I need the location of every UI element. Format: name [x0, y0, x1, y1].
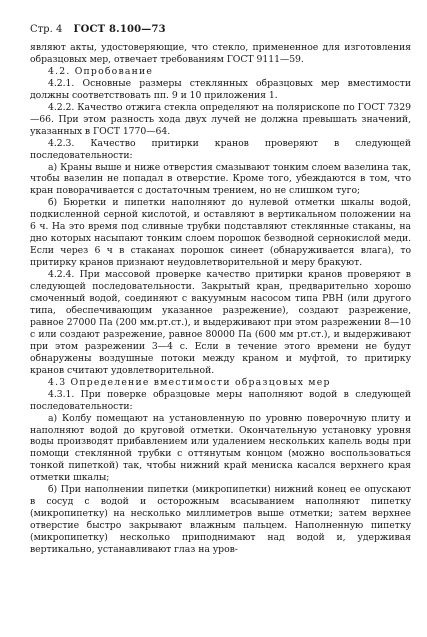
list-item: б) При наполнении пипетки (микропипетки) нижний конец ее опускают в сосуд с водой и осторожным всасыванием наполняют пипетку (микропипетку) на несколько миллиметров выше отметки; затем верхнее отверстие быстро закрывают влажным пальцем. Наполненную пипетку (микропипетку) несколько приподнимают над водой и, удерживая вертикально, устанавливают глаз на уров- — [30, 484, 411, 556]
page-number: Стр. 4 — [30, 24, 63, 35]
list-item: а) Колбу помещают на установленную по уровню поверочную плиту и наполняют водой до круговой отметки. Окончательную установку уровня воды производят прибавлением или удалением нескольких капель воды при помощи стеклянной трубки с оттянутым концом (можно воспользоваться тонкой пипеткой) так, чтобы нижний край мениска касался верхнего края отметки шкалы; — [30, 412, 411, 484]
paragraph: являют акты, удостоверяющие, что стекло, примененное для изготовления образцовых мер, отвечает требованиям ГОСТ 9111—59. — [30, 42, 411, 65]
paragraph: 4.3.1. При поверке образцовые меры наполняют водой в следующей последовательности: — [30, 388, 411, 412]
list-item: а) Краны выше и ниже отверстия смазывают тонким слоем вазелина так, чтобы вазелин не попадал в отверстие. Кроме того, убеждаются в том, что кран поворачивается с достаточным трением, но не слишком туго; — [30, 161, 411, 197]
page-header — [30, 24, 411, 36]
section-heading: 4.3 Определение вместимости образцовых мер — [48, 376, 331, 388]
paragraph: 4.2.1. Основные размеры стеклянных образцовых мер вместимости должны соответствовать пп. 9 и 10 приложения 1. — [30, 77, 411, 101]
list-item: б) Бюретки и пипетки наполняют до нулевой отметки шкалы водой, подкисленной серной кислотой, и оставляют в вертикальном положении на 6 ч. На это время под сливные трубки подставляют стеклянные стаканы, на дно которых насыпают тонким слоем порошок безводной сернокислой меди. Если через 6 ч в стаканах порошок синеет (обнаруживается влага), то притирку кранов признают неудовлетворительной и меру бракуют. — [30, 197, 411, 269]
paragraph: 4.2.4. При массовой проверке качество притирки кранов проверяют в следующей последовательности. Закрытый кран, предварительно хорошо смоченный водой, соединяют с вакуумным насосом типа РВН (или другого типа, обеспечивающим указанное разрежение), создают разрежение, равное 27000 Па (200 мм.рт.ст.), и выдерживают при этом разрежении 8—10 с или создают разрежение, равное 80000 Па (600 мм рт.ст.), и выдерживают при этом разрежении 3—4 с. Если в течение этого времени не будут обнаружены воздушные потоки между краном и муфтой, то притирку кранов считают удовлетворительной. — [30, 269, 411, 376]
paragraph: 4.2.3. Качество притирки кранов проверяют в следующей последовательности: — [30, 137, 411, 161]
standard-number: ГОСТ 8.100—73 — [73, 24, 166, 35]
section-heading: 4.2. Опробование — [48, 65, 154, 77]
paragraph: 4.2.2. Качество отжига стекла определяют на полярископе по ГОСТ 7329—66. При этом разность хода двух лучей не должна превышать значений, указанных в ГОСТ 1770—64. — [30, 101, 411, 137]
body-text — [30, 42, 411, 556]
